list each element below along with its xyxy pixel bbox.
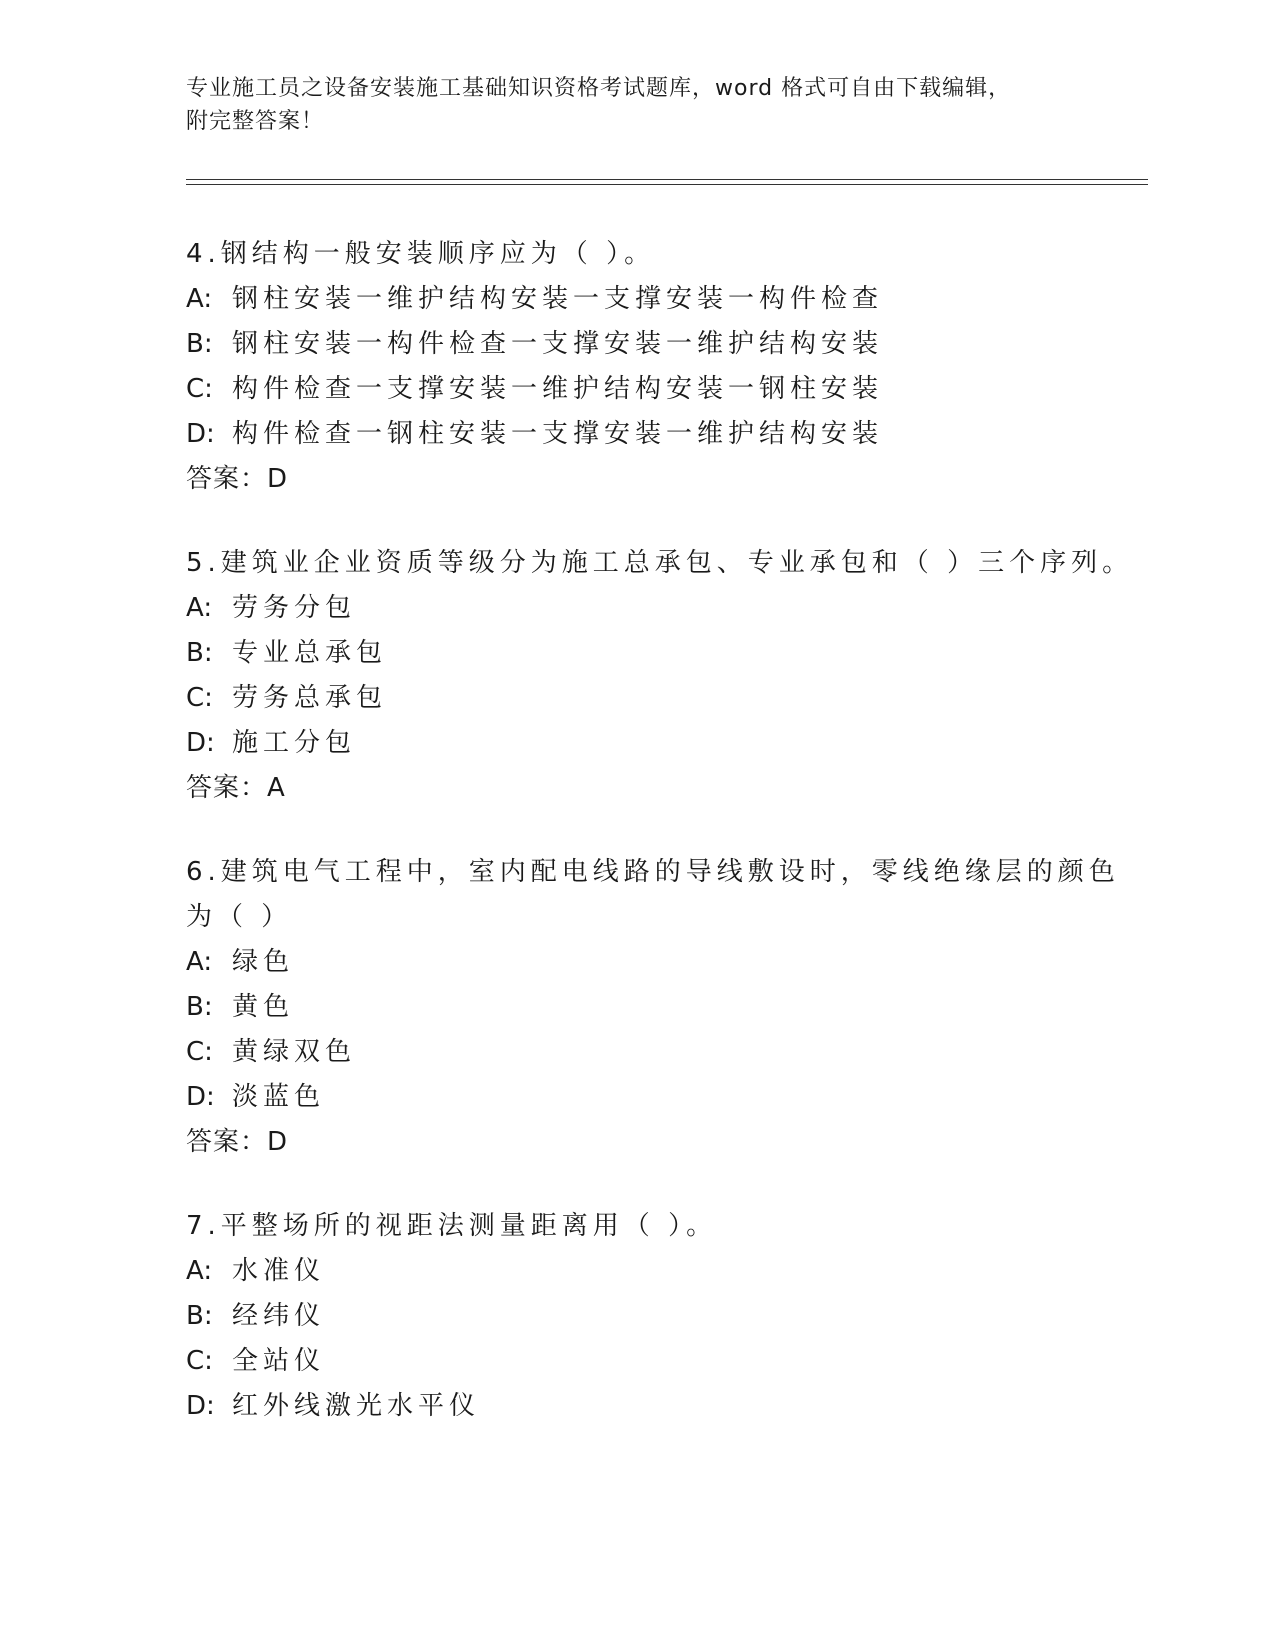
option-d: D: 构件检查一钢柱安装一支撑安装一维护结构安装 (186, 419, 884, 449)
option-d: D: 淡蓝色 (186, 1082, 326, 1112)
option-c: C: 黄绿双色 (186, 1037, 357, 1067)
header-line-1: 专业施工员之设备安装施工基础知识资格考试题库，word 格式可自由下载编辑， (186, 76, 1012, 101)
header-divider-bottom (186, 184, 1148, 185)
question-stem: 4.钢结构一般安装顺序应为（ ）。 (186, 239, 656, 269)
question-stem: 5.建筑业企业资质等级分为施工总承包、专业承包和（ ）三个序列。 (186, 548, 1134, 578)
option-c: C: 全站仪 (186, 1346, 326, 1376)
option-d: D: 红外线激光水平仪 (186, 1391, 481, 1421)
option-a: A: 钢柱安装一维护结构安装一支撑安装一构件检查 (186, 284, 884, 314)
question-list (186, 232, 1186, 1468)
header-divider-top (186, 179, 1148, 180)
question-stem: 7.平整场所的视距法测量距离用（ ）。 (186, 1211, 718, 1241)
question-4 (186, 232, 1186, 502)
option-b: B: 黄色 (186, 992, 295, 1022)
option-b: B: 专业总承包 (186, 638, 388, 668)
option-a: A: 劳务分包 (186, 593, 357, 623)
option-a: A: 水准仪 (186, 1256, 326, 1286)
document-header (186, 72, 1086, 138)
answer: 答案：D (186, 1127, 289, 1157)
option-c: C: 构件检查一支撑安装一维护结构安装一钢柱安装 (186, 374, 884, 404)
option-c: C: 劳务总承包 (186, 683, 388, 713)
option-b: B: 钢柱安装一构件检查一支撑安装一维护结构安装 (186, 329, 884, 359)
option-d: D: 施工分包 (186, 728, 357, 758)
option-a: A: 绿色 (186, 947, 295, 977)
header-line-2: 附完整答案！ (186, 109, 325, 134)
answer: 答案：A (186, 773, 286, 803)
question-5 (186, 541, 1186, 811)
question-stem: 6.建筑电气工程中，室内配电线路的导线敷设时，零线绝缘层的颜色 为（ ） (186, 857, 1120, 932)
option-b: B: 经纬仪 (186, 1301, 326, 1331)
answer: 答案：D (186, 464, 289, 494)
question-7 (186, 1204, 1186, 1429)
question-6 (186, 850, 1186, 1165)
